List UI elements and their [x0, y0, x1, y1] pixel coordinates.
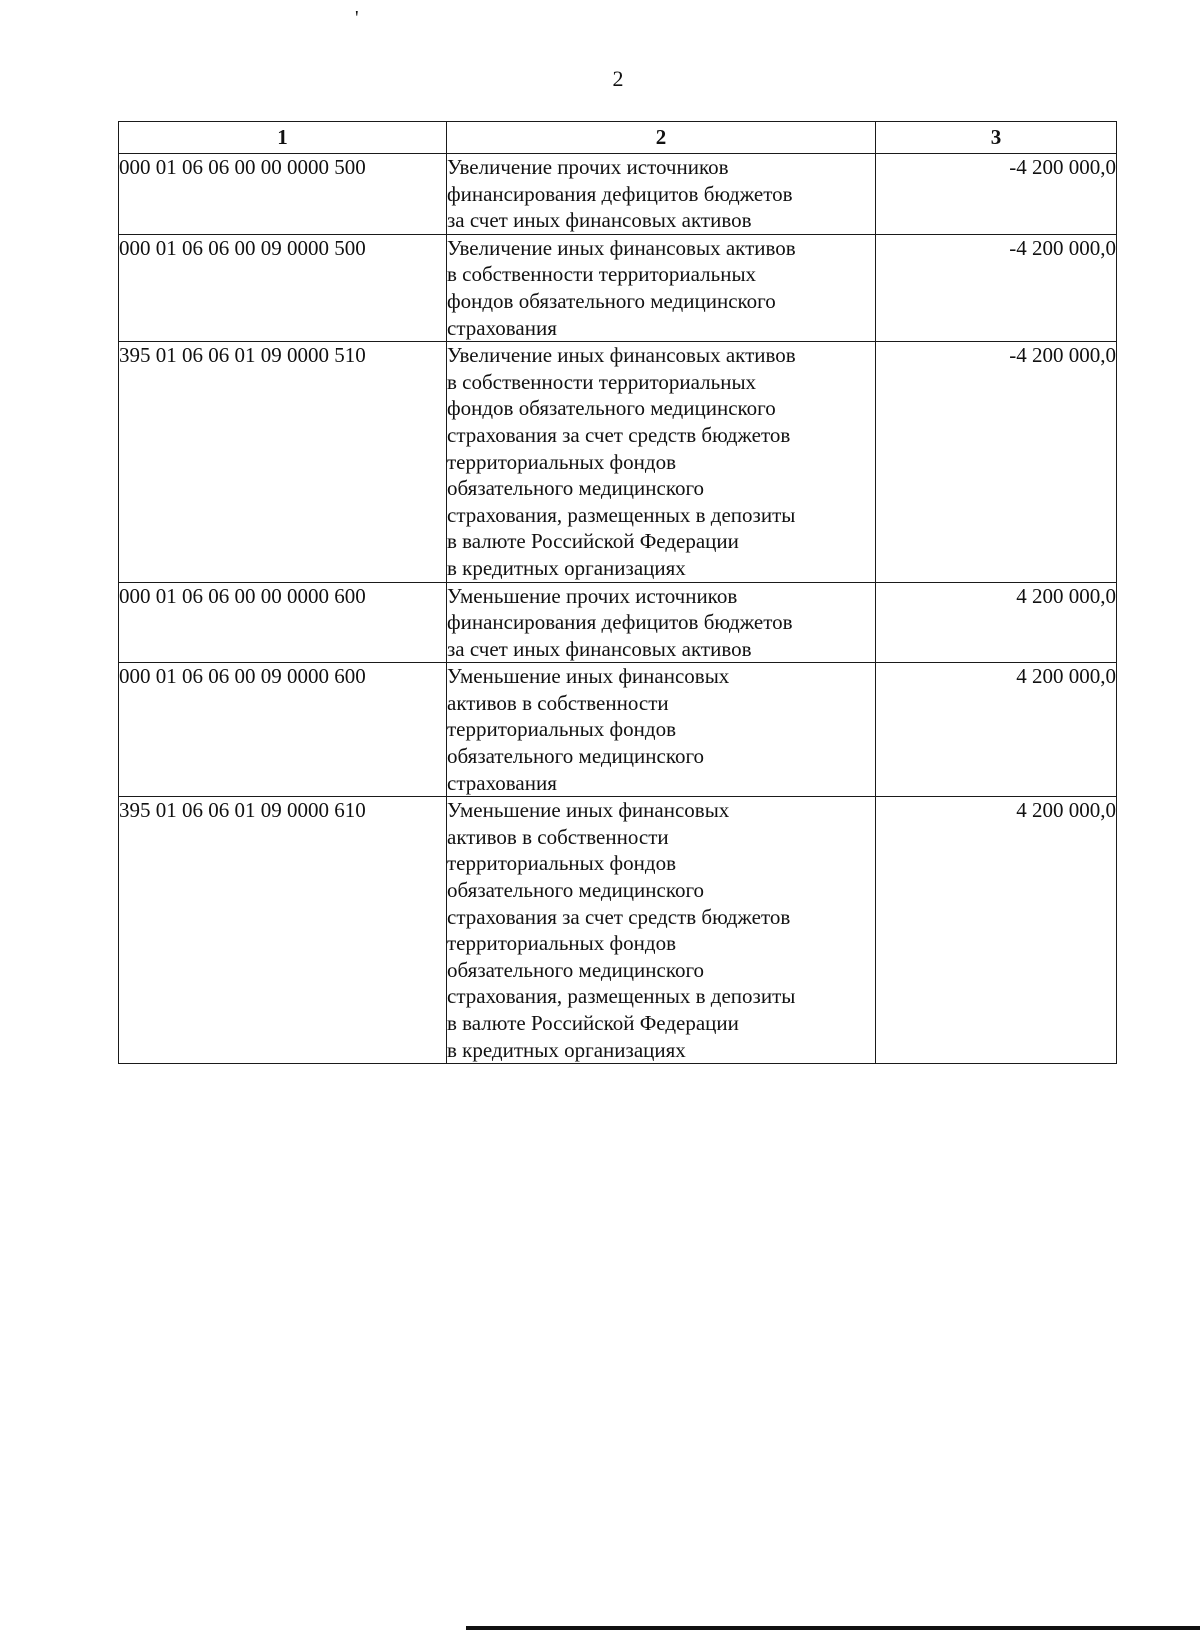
table-body: [119, 154, 1117, 1064]
amount-cell: 4 200 000,0: [876, 663, 1117, 797]
table-row: [119, 797, 1117, 1064]
description-line: Увеличение прочих источников: [447, 155, 729, 179]
description-line: Увеличение иных финансовых активов: [447, 235, 796, 260]
description-line: территориальных фондов: [447, 717, 676, 742]
amount-cell: -4 200 000,0: [876, 154, 1117, 235]
budget-code-cell: 000 01 06 06 00 09 0000 600: [119, 663, 447, 797]
budget-code-cell: 395 01 06 06 01 09 0000 510: [119, 342, 447, 582]
description-line: территориальных фондов: [447, 931, 676, 956]
description-cell: [447, 234, 876, 341]
description-line: за счет иных финансовых активов: [447, 208, 752, 233]
description-line: территориальных фондов: [447, 851, 676, 876]
column-header-code: 1: [119, 122, 447, 154]
description-line: за счет иных финансовых активов: [447, 636, 752, 661]
amount-cell: -4 200 000,0: [876, 234, 1117, 341]
page-number: 2: [612, 66, 624, 91]
description-line: обязательного медицинского: [447, 957, 705, 982]
description-cell: [447, 154, 876, 235]
amount-cell: -4 200 000,0: [876, 342, 1117, 582]
budget-sources-table: [118, 121, 1117, 1064]
description-cell: [447, 582, 876, 663]
description-line: в собственности территориальных: [447, 262, 757, 287]
description-line: в валюте Российской Федерации: [447, 1011, 739, 1035]
budget-code-cell: 000 01 06 06 00 00 0000 600: [119, 582, 447, 663]
table-row: [119, 234, 1117, 341]
table-row: [119, 154, 1117, 235]
table-row: [119, 342, 1117, 582]
column-header-description: 2: [447, 122, 876, 154]
description-line: фондов обязательного медицинского: [447, 288, 776, 313]
budget-code-cell: 395 01 06 06 01 09 0000 610: [119, 797, 447, 1064]
description-line: в собственности территориальных: [447, 369, 757, 394]
description-line: активов в собственности: [447, 824, 669, 849]
description-cell: [447, 663, 876, 797]
description-line: в кредитных организациях: [447, 555, 686, 580]
description-line: Уменьшение иных финансовых: [447, 798, 730, 823]
table-row: [119, 663, 1117, 797]
description-line: страхования, размещенных в депозиты: [447, 984, 796, 1009]
description-line: страхования: [447, 770, 557, 795]
description-line: Уменьшение прочих источников: [447, 583, 738, 608]
amount-cell: 4 200 000,0: [876, 582, 1117, 663]
description-line: страхования за счет средств бюджетов: [447, 422, 791, 447]
description-line: Уменьшение иных финансовых: [447, 664, 730, 689]
scan-speck: ': [355, 7, 359, 29]
description-line: финансирования дефицитов бюджетов: [447, 181, 793, 206]
description-line: обязательного медицинского: [447, 878, 705, 903]
description-line: в кредитных организациях: [447, 1037, 686, 1062]
description-line: активов в собственности: [447, 690, 669, 715]
description-line: обязательного медицинского: [447, 744, 705, 769]
description-line: страхования за счет средств бюджетов: [447, 904, 791, 929]
description-cell: [447, 342, 876, 582]
description-line: страхования: [447, 315, 557, 340]
scan-edge-line: [466, 1626, 1200, 1630]
budget-code-cell: 000 01 06 06 00 09 0000 500: [119, 234, 447, 341]
table-header-row: [119, 122, 1117, 154]
description-line: в валюте Российской Федерации: [447, 529, 739, 554]
description-line: страхования, размещенных в депозиты: [447, 502, 796, 527]
description-line: территориальных фондов: [447, 449, 676, 474]
description-cell: [447, 797, 876, 1064]
description-line: обязательного медицинского: [447, 476, 705, 501]
budget-code-cell: 000 01 06 06 00 00 0000 500: [119, 154, 447, 235]
description-line: Увеличение иных финансовых активов: [447, 343, 796, 368]
amount-cell: 4 200 000,0: [876, 797, 1117, 1064]
description-line: финансирования дефицитов бюджетов: [447, 610, 793, 635]
description-line: фондов обязательного медицинского: [447, 396, 776, 421]
table-row: [119, 582, 1117, 663]
column-header-amount: 3: [876, 122, 1117, 154]
